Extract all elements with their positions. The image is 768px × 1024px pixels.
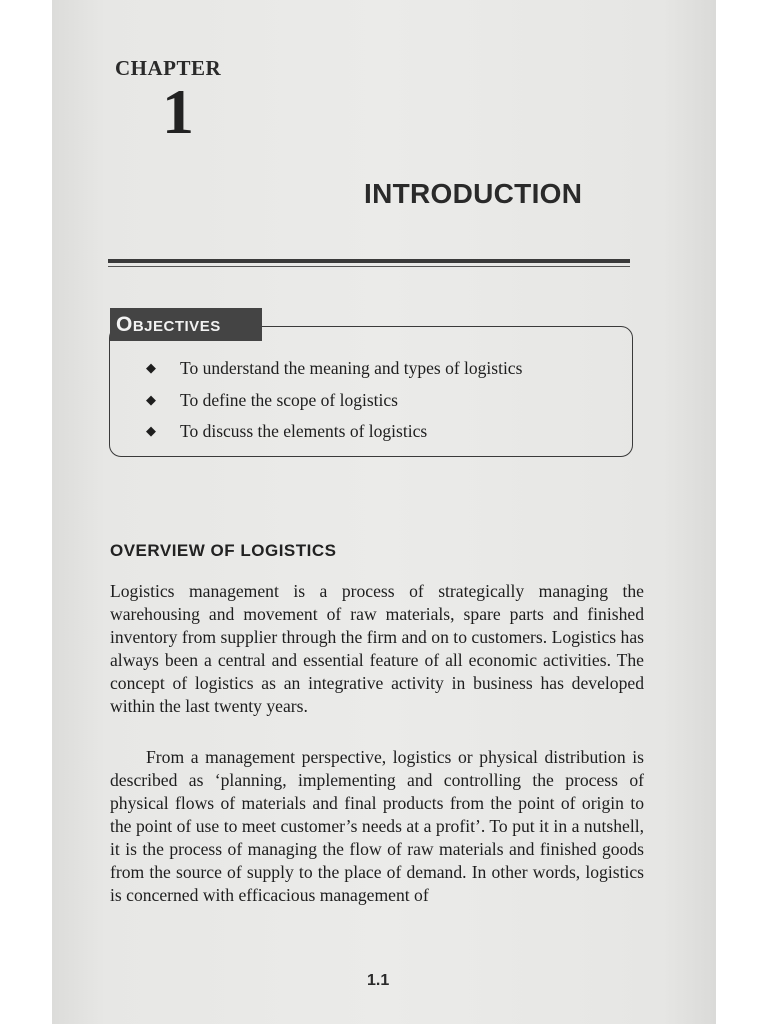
- chapter-number: 1: [162, 76, 194, 147]
- body-paragraph: Logistics management is a process of strategically managing the warehousing and movement of raw materials, spare parts and finished inventory from supplier through the firm and on to customers. Logistics has always been a central and essential feature of all economic activities. The concept of logistics as an integrative activity in business has developed within the last twenty years.: [110, 581, 644, 716]
- diamond-bullet-icon: ◆: [146, 423, 156, 438]
- objective-item: [142, 386, 522, 418]
- title-divider-thin: [108, 266, 630, 267]
- diamond-bullet-icon: ◆: [146, 360, 156, 375]
- section-heading: OVERVIEW OF LOGISTICS: [110, 541, 337, 560]
- background-right: [716, 0, 768, 1024]
- objective-text: To understand the meaning and types of logistics: [180, 358, 523, 378]
- objectives-heading-rest: BJECTIVES: [132, 318, 221, 335]
- chapter-label: CHAPTER: [115, 56, 222, 80]
- objective-text: To define the scope of logistics: [180, 389, 398, 410]
- chapter-title: INTRODUCTION: [364, 178, 583, 209]
- book-page: [52, 0, 716, 1024]
- objective-item: [142, 417, 522, 449]
- objective-item: [142, 354, 522, 386]
- background-left: [0, 0, 52, 1024]
- body-paragraph: From a management perspective, logistics or physical distribution is described as ‘planning, implementing and controlling the process of physical flows of materials and final products from the point of origin to the point of use to meet customer’s needs at a profit’. To put it in a nutshell, it is the process of managing the flow of raw materials and finished goods from the source of supply to the place of demand. In other words, logistics is concerned with efficacious management of: [110, 747, 644, 905]
- objectives-heading-initial: O: [116, 313, 133, 336]
- title-divider-thick: [108, 259, 630, 263]
- objectives-heading: [110, 308, 262, 341]
- objective-text: To discuss the elements of logistics: [180, 421, 428, 441]
- objectives-list: [142, 354, 522, 449]
- diamond-bullet-icon: ◆: [146, 391, 156, 407]
- page-number: 1.1: [367, 972, 390, 989]
